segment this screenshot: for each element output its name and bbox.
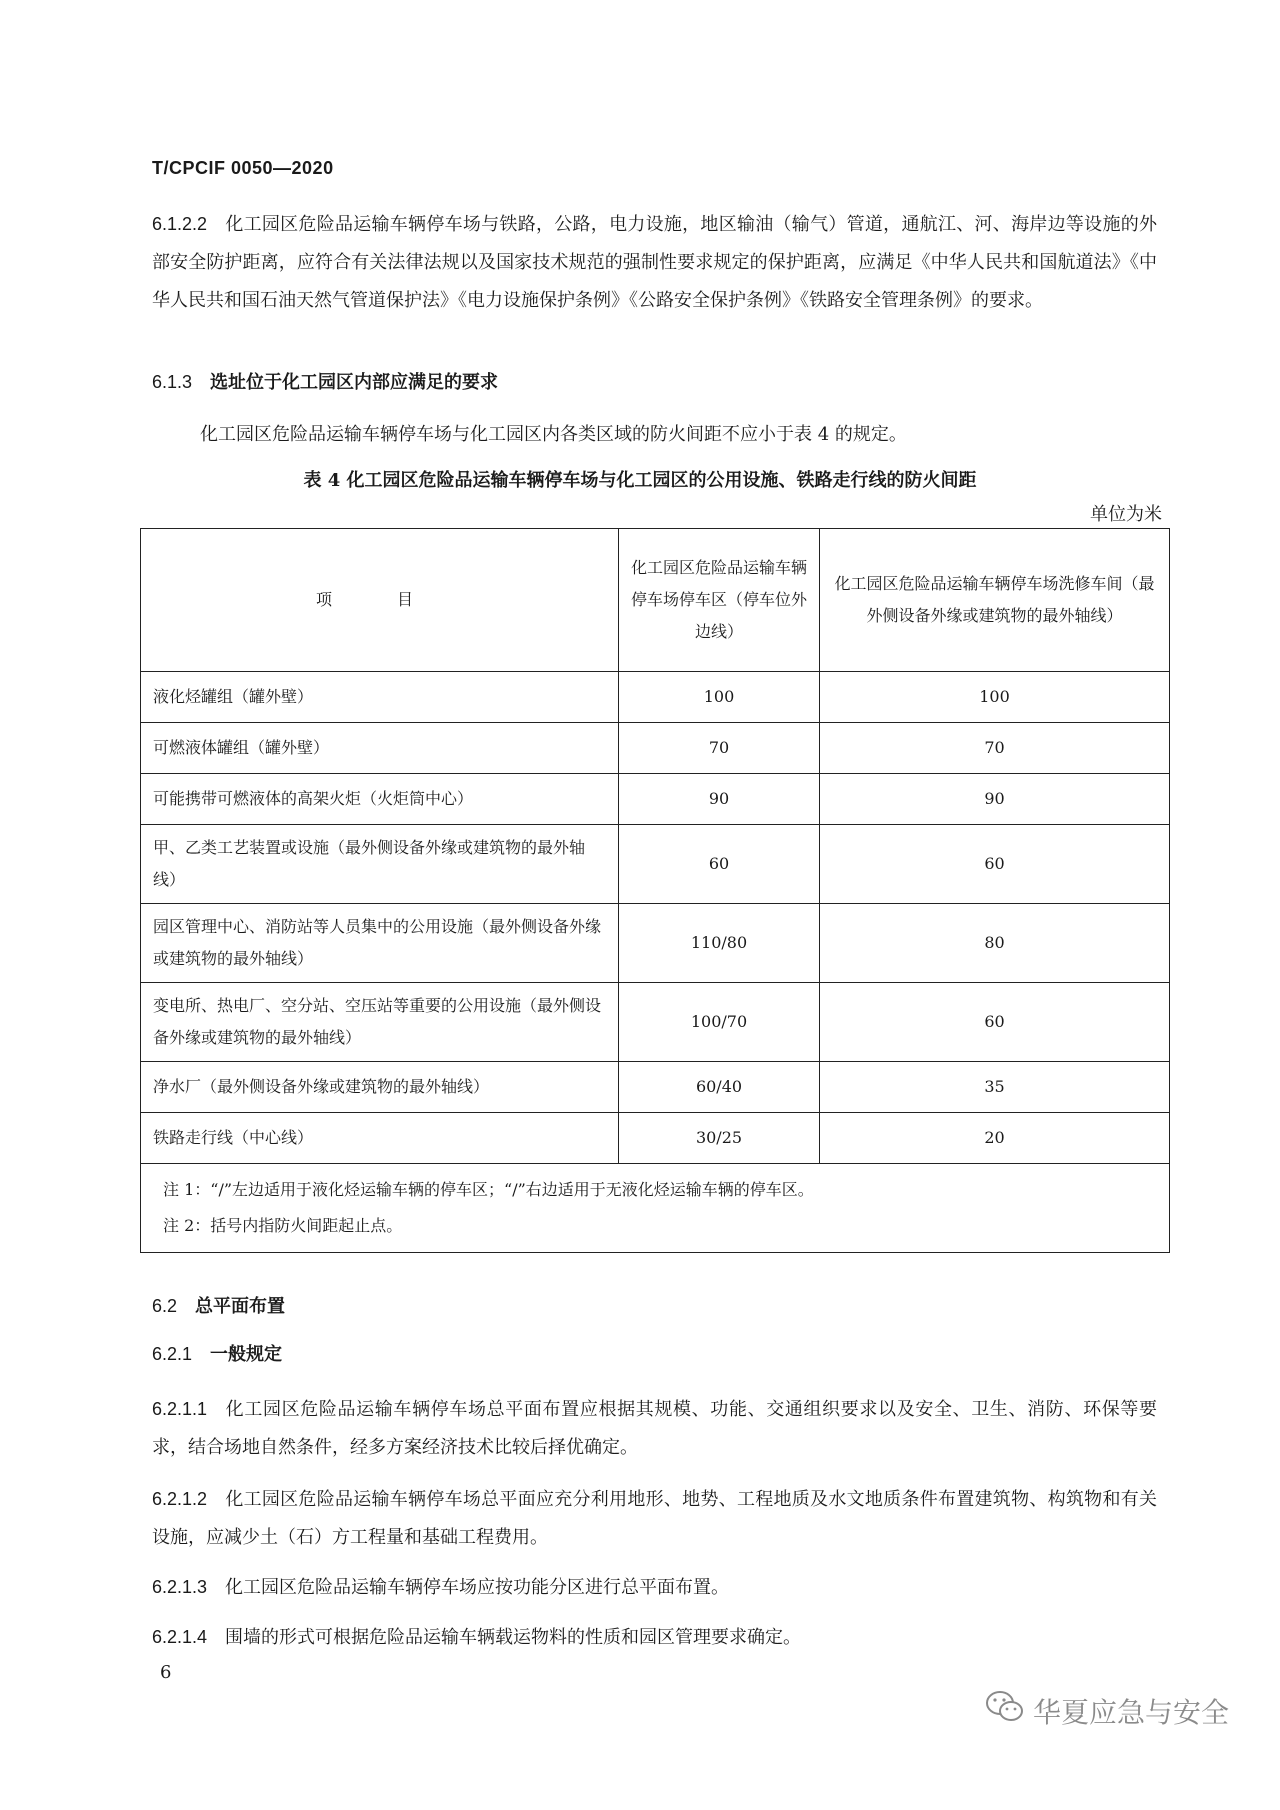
table-row — [141, 904, 1170, 983]
row-value-wash: 80 — [820, 904, 1170, 983]
row-value-parking: 110/80 — [619, 904, 820, 983]
header-wash-repair: 化工园区危险品运输车辆停车场洗修车间（最外侧设备外缘或建筑物的最外轴线） — [820, 529, 1170, 672]
row-value-parking: 100/70 — [619, 983, 820, 1062]
table-note-2: 注 2：括号内指防火间距起止点。 — [163, 1216, 403, 1235]
page-number: 6 — [160, 1662, 172, 1683]
wechat-icon — [985, 1690, 1025, 1731]
table-note-1: 注 1：“/”左边适用于液化烃运输车辆的停车区；“/”右边适用于无液化烃运输车辆的停车区。 — [163, 1180, 814, 1199]
row-value-parking: 30/25 — [619, 1113, 820, 1164]
table-title: 表 4 化工园区危险品运输车辆停车场与化工园区的公用设施、铁路走行线的防火间距 — [303, 470, 977, 491]
heading-number: 6.1.3 — [152, 372, 193, 392]
paragraph-6-1-3-body: 化工园区危险品运输车辆停车场与化工园区内各类区域的防火间距不应小于表 4 的规定。 — [200, 424, 907, 445]
row-item: 园区管理中心、消防站等人员集中的公用设施（最外侧设备外缘或建筑物的最外轴线） — [141, 904, 619, 983]
table-row — [141, 825, 1170, 904]
row-value-parking: 60 — [619, 825, 820, 904]
table-row — [141, 723, 1170, 774]
distance-table — [140, 528, 1170, 1253]
row-value-wash: 100 — [820, 672, 1170, 723]
row-item: 铁路走行线（中心线） — [141, 1113, 619, 1164]
heading-text: 总平面布置 — [195, 1296, 286, 1317]
row-value-wash: 20 — [820, 1113, 1170, 1164]
heading-text: 一般规定 — [210, 1344, 283, 1365]
clause-text: 化工园区危险品运输车辆停车场与铁路，公路，电力设施，地区输油（输气）管道，通航江、河、海岸边等设施的外部安全防护距离，应符合有关法律法规以及国家技术规范的强制性要求规定的保护距离，应满足《中华人民共和国航道法》《中华人民共和国石油天然气管道保护法》《电力设施保护条例》《公路安全保护条例》《铁路安全管理条例》的要求。 — [152, 214, 1157, 311]
heading-6-2 — [152, 1292, 285, 1318]
heading-6-1-3 — [152, 368, 498, 394]
clause-6-2-1-2 — [152, 1480, 1157, 1557]
row-value-wash: 70 — [820, 723, 1170, 774]
heading-number: 6.2 — [152, 1296, 178, 1316]
row-value-parking: 90 — [619, 774, 820, 825]
table-row — [141, 672, 1170, 723]
row-value-wash: 60 — [820, 825, 1170, 904]
header-parking-area: 化工园区危险品运输车辆停车场停车区（停车位外边线） — [619, 529, 820, 672]
clause-number: 6.2.1.4 — [152, 1627, 208, 1647]
row-item: 变电所、热电厂、空分站、空压站等重要的公用设施（最外侧设备外缘或建筑物的最外轴线） — [141, 983, 619, 1062]
row-item: 液化烃罐组（罐外壁） — [141, 672, 619, 723]
clause-number: 6.2.1.2 — [152, 1489, 208, 1509]
table-row — [141, 1062, 1170, 1113]
table-row — [141, 1113, 1170, 1164]
row-value-parking: 100 — [619, 672, 820, 723]
table-row — [141, 983, 1170, 1062]
table-notes — [141, 1164, 1170, 1253]
header-item: 项 目 — [141, 529, 619, 672]
row-value-wash: 60 — [820, 983, 1170, 1062]
table-unit: 单位为米 — [1090, 504, 1162, 525]
clause-number: 6.1.2.2 — [152, 214, 208, 234]
clause-number: 6.2.1.1 — [152, 1399, 208, 1419]
clause-number: 6.2.1.3 — [152, 1577, 208, 1597]
row-value-parking: 70 — [619, 723, 820, 774]
clause-6-2-1-4 — [152, 1618, 1157, 1657]
table-header-row — [141, 529, 1170, 672]
row-value-wash: 35 — [820, 1062, 1170, 1113]
row-item: 净水厂（最外侧设备外缘或建筑物的最外轴线） — [141, 1062, 619, 1113]
clause-text: 围墙的形式可根据危险品运输车辆载运物料的性质和园区管理要求确定。 — [225, 1627, 802, 1648]
document-id: T/CPCIF 0050—2020 — [152, 158, 334, 178]
watermark — [985, 1690, 1229, 1731]
clause-text: 化工园区危险品运输车辆停车场总平面应充分利用地形、地势、工程地质及水文地质条件布置建筑物、构筑物和有关设施，应减少土（石）方工程量和基础工程费用。 — [152, 1489, 1157, 1548]
heading-text: 选址位于化工园区内部应满足的要求 — [210, 372, 499, 393]
heading-6-2-1 — [152, 1340, 282, 1366]
row-value-wash: 90 — [820, 774, 1170, 825]
heading-number: 6.2.1 — [152, 1344, 193, 1364]
watermark-text: 华夏应急与安全 — [1033, 1695, 1230, 1729]
table-notes-row — [141, 1164, 1170, 1253]
clause-6-1-2-2 — [152, 205, 1157, 320]
clause-text: 化工园区危险品运输车辆停车场总平面布置应根据其规模、功能、交通组织要求以及安全、卫生、消防、环保等要求，结合场地自然条件，经多方案经济技术比较后择优确定。 — [152, 1399, 1157, 1458]
clause-6-2-1-3 — [152, 1568, 1157, 1607]
row-item: 可能携带可燃液体的高架火炬（火炬筒中心） — [141, 774, 619, 825]
row-item: 甲、乙类工艺装置或设施（最外侧设备外缘或建筑物的最外轴线） — [141, 825, 619, 904]
clause-6-2-1-1 — [152, 1390, 1157, 1467]
table-row — [141, 774, 1170, 825]
row-value-parking: 60/40 — [619, 1062, 820, 1113]
clause-text: 化工园区危险品运输车辆停车场应按功能分区进行总平面布置。 — [225, 1577, 730, 1598]
row-item: 可燃液体罐组（罐外壁） — [141, 723, 619, 774]
